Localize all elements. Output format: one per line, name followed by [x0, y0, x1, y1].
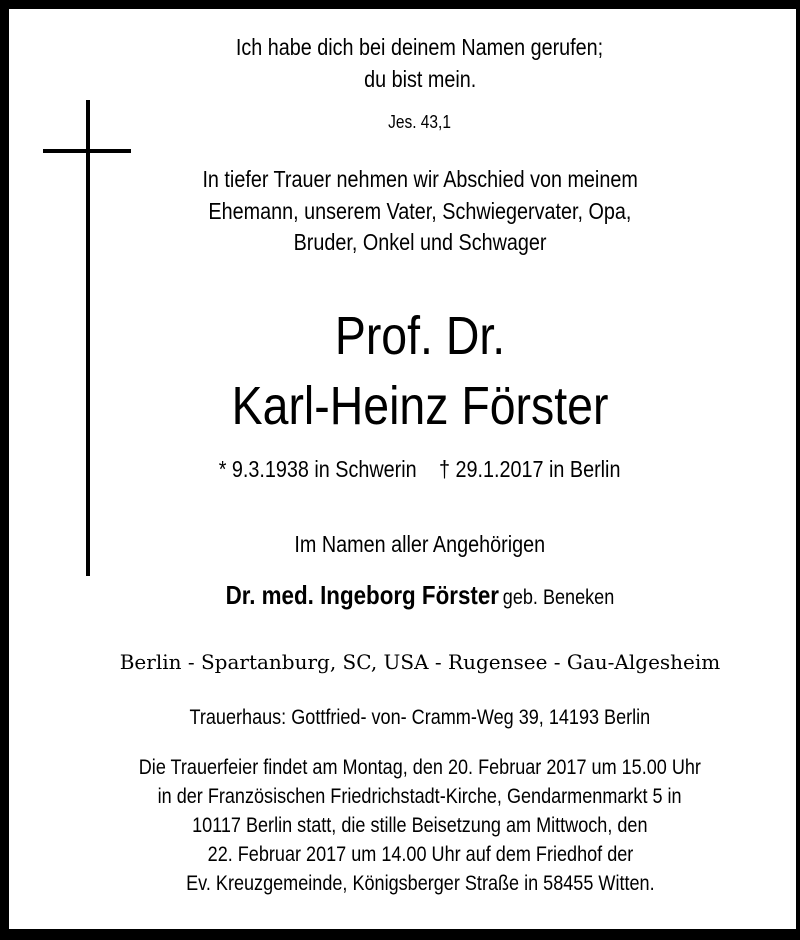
intro-line-text: Ehemann, unserem Vater, Schwiegervater, Opa,: [208, 198, 632, 224]
mourning-house-text: Trauerhaus: Gottfried- von- Cramm-Weg 39, 14193 Berlin: [189, 706, 651, 729]
signature-intro: [40, 533, 800, 556]
verse-reference: [40, 113, 800, 131]
signature-name: Dr. med. Ingeborg Förster: [225, 580, 500, 610]
ceremony-line-text: 22. Februar 2017 um 14.00 Uhr auf dem Friedhof der: [207, 843, 633, 866]
intro-line: [40, 200, 800, 223]
verse-line: [40, 68, 800, 91]
mourning-house: [40, 707, 800, 728]
verse-line-text: Ich habe dich bei deinem Namen gerufen;: [236, 34, 604, 60]
verse-line: [40, 36, 800, 59]
ceremony-line: [40, 786, 800, 807]
ceremony-line-text: in der Französischen Friedrichstadt-Kirche, Gendarmenmarkt 5 in: [158, 785, 682, 808]
signature-name-line: [40, 582, 800, 608]
signature-intro-text: Im Namen aller Angehörigen: [294, 531, 546, 557]
deceased-name-text: Karl-Heinz Förster: [231, 376, 609, 436]
ceremony-line: [40, 815, 800, 836]
intro-line: [40, 231, 800, 254]
places-text: Berlin - Spartanburg, SC, USA - Rugensee - Gau-Algesheim: [119, 650, 721, 674]
birth-date: * 9.3.1938 in Schwerin: [219, 456, 418, 482]
death-date: † 29.1.2017 in Berlin: [439, 456, 621, 482]
ceremony-line: [40, 757, 800, 778]
deceased-name: [40, 376, 800, 436]
ceremony-line-text: Die Trauerfeier findet am Montag, den 20. Februar 2017 um 15.00 Uhr: [138, 756, 702, 779]
ceremony-line: [40, 844, 800, 865]
ceremony-line-text: Ev. Kreuzgemeinde, Königsberger Straße in 58455 Witten.: [185, 872, 655, 895]
verse-line-text: du bist mein.: [363, 66, 477, 92]
cross-horizontal-bar: [43, 149, 131, 153]
places: [40, 652, 800, 672]
intro-line-text: In tiefer Trauer nehmen wir Abschied von meinem: [202, 166, 638, 192]
verse-reference-text: Jes. 43,1: [388, 112, 452, 132]
life-dates: [40, 458, 800, 481]
signature-maiden-name: geb. Beneken: [502, 586, 615, 609]
intro-line: [40, 168, 800, 191]
ceremony-line: [40, 873, 800, 894]
deceased-title: [40, 306, 800, 366]
deceased-title-text: Prof. Dr.: [334, 306, 506, 366]
ceremony-line-text: 10117 Berlin statt, die stille Beisetzung am Mittwoch, den: [192, 814, 648, 837]
intro-line-text: Bruder, Onkel und Schwager: [293, 229, 547, 255]
